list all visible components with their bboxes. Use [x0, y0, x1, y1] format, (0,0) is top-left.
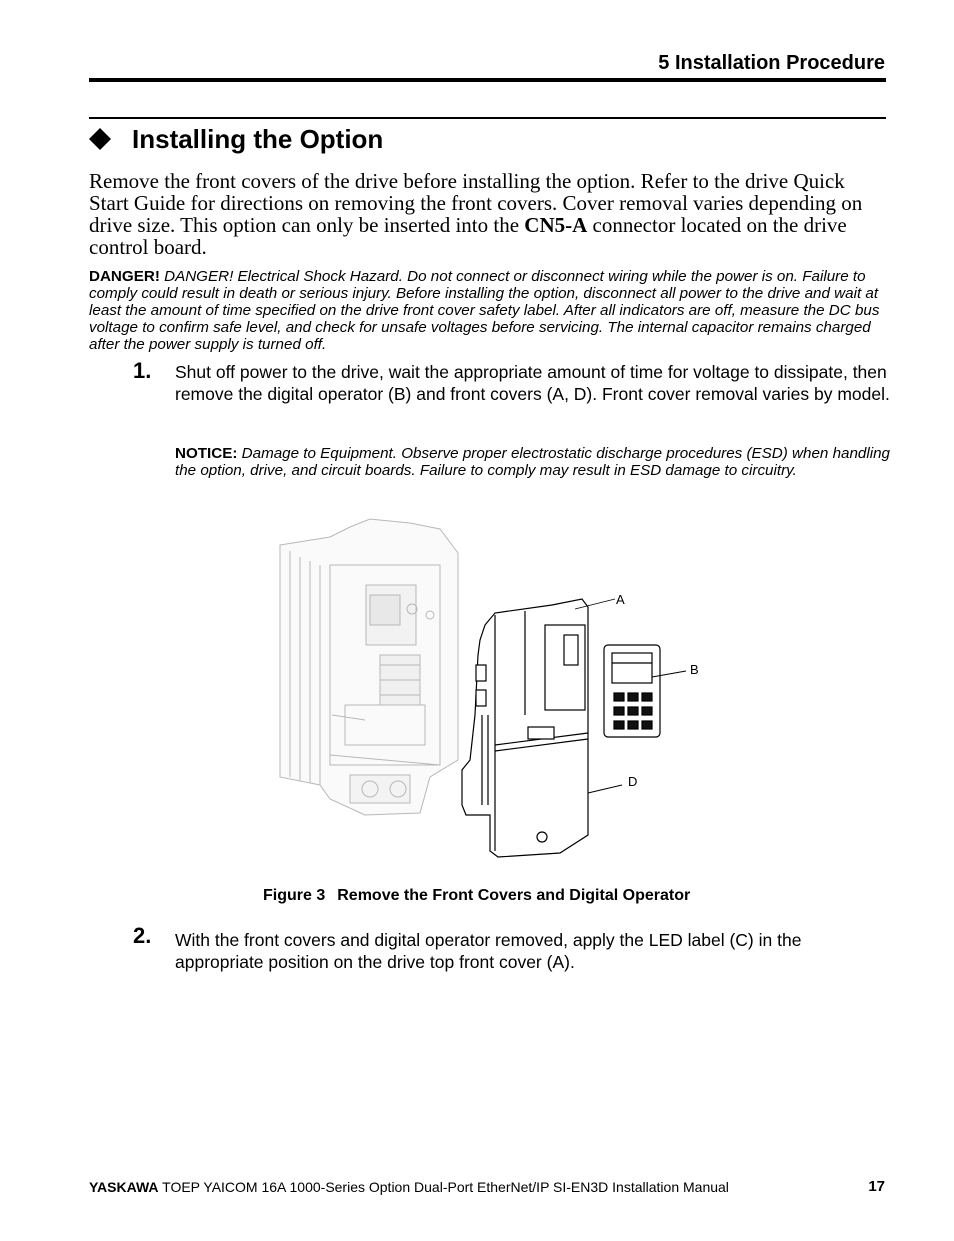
step-1-text: Shut off power to the drive, wait the appropriate amount of time for voltage to dissipate, then remove the digital operator (B) and front covers (A, D). Front cover removal varies by model.	[175, 362, 890, 404]
notice-label: NOTICE:	[175, 445, 238, 462]
intro-paragraph: Remove the front covers of the drive before installing the option. Refer to the drive Quick Start Guide for directions on removing the front covers. Cover removal varies depending on drive size. This option can only be inserted into the CN5-A connector located on the drive control board.	[89, 169, 863, 259]
front-covers	[462, 599, 588, 857]
header-rule	[89, 78, 886, 82]
running-header: 5 Installation Procedure	[658, 52, 885, 74]
step-1-number: 1.	[133, 358, 152, 383]
drive-body	[280, 519, 458, 815]
callout-b: B	[690, 662, 699, 677]
callout-d: D	[628, 774, 638, 789]
page-footer	[89, 1179, 729, 1195]
section-title: Installing the Option	[132, 124, 384, 154]
digital-operator	[604, 645, 660, 737]
section-rule	[89, 117, 886, 119]
footer-title: TOEP YAICOM 16A 1000-Series Option Dual-Port EtherNet/IP SI-EN3D Installation Manual	[158, 1179, 729, 1195]
figure-label: Figure 3	[263, 887, 326, 904]
notice-warning	[175, 445, 890, 479]
step-2-number: 2.	[133, 923, 152, 948]
connector-name: CN5-A	[524, 213, 588, 237]
danger-text: DANGER! Electrical Shock Hazard. Do not connect or disconnect wiring while the power is on. Failure to comply could result in death or serious injury. Before installing the option, disconnect all power to the drive and wait at least the amount of time specified on the drive front cover safety label. After all indicators are off, measure the DC bus voltage to confirm safe level, and check for unsafe voltages before servicing. The internal capacitor remains charged after the power supply is turned off.	[89, 268, 880, 353]
danger-warning	[89, 268, 889, 353]
page-number: 17	[868, 1178, 885, 1195]
drive-cover-removal-illustration	[270, 515, 710, 860]
notice-text: Damage to Equipment. Observe proper electrostatic discharge procedures (ESD) when handling the option, drive, and circuit boards. Failure to comply may result in ESD damage to circuitry.	[175, 445, 890, 479]
step-2-text: With the front covers and digital operator removed, apply the LED label (C) in the appropriate position on the drive top front cover (A).	[175, 930, 802, 972]
diamond-bullet-icon	[89, 128, 111, 150]
danger-label: DANGER!	[89, 268, 160, 285]
footer-brand: YASKAWA	[89, 1179, 159, 1195]
figure-caption	[263, 887, 690, 905]
figure-caption-text: Remove the Front Covers and Digital Operator	[337, 887, 691, 904]
callout-a: A	[616, 592, 625, 607]
